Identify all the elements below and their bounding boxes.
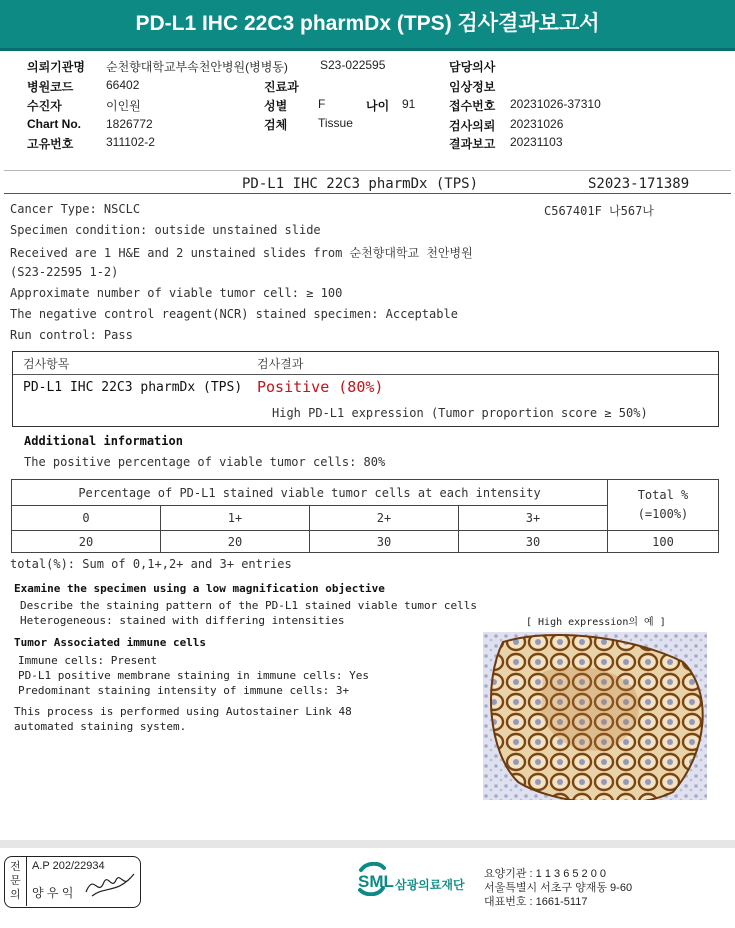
high-expression-caption: [ High expression의 예 ] — [526, 617, 666, 628]
report-date-value: 20231103 — [510, 135, 563, 149]
intensity-total: 100 — [608, 531, 719, 553]
process-line1: This process is performed using Autostainer Link 48 — [14, 705, 352, 718]
hospital-code-value: 66402 — [106, 78, 140, 92]
test-item: PD-L1 IHC 22C3 pharmDx (TPS) — [23, 380, 243, 395]
sample-code: C567401F 나567나 — [544, 204, 654, 218]
intensity-table — [11, 479, 719, 553]
sex-value: F — [318, 97, 326, 111]
result-note: High PD-L1 expression (Tumor proportion score ≥ 50%) — [272, 406, 648, 420]
report-title-bar — [0, 0, 735, 51]
run-control: Run control: Pass — [10, 328, 133, 342]
company-address: 서울특별시 서초구 양재동 9-60 — [484, 882, 633, 894]
process-line2: automated staining system. — [14, 720, 187, 733]
report-title: PD-L1 IHC 22C3 pharmDx (TPS) 검사결과보고서 — [135, 12, 600, 35]
sex-label: 성별 — [264, 99, 288, 113]
company-name: 삼광의료재단 — [395, 878, 465, 892]
immune-line3: Predominant staining intensity of immune cells: 3+ — [18, 684, 350, 697]
specialist-label: 전문의 — [10, 861, 21, 901]
accession-value: 20231026-37310 — [510, 97, 601, 111]
examine-line2: Heterogeneous: stained with differing intensities — [20, 614, 345, 627]
test-title: PD-L1 IHC 22C3 pharmDx (TPS) — [242, 176, 479, 192]
result-header-divider — [13, 374, 718, 375]
specimen-condition: Specimen condition: outside unstained slide — [10, 223, 321, 237]
high-expression-micrograph — [483, 632, 707, 800]
intensity-value-1plus: 20 — [161, 531, 310, 553]
intensity-col-0: 0 — [12, 506, 161, 531]
total-header-line2: (=100%) — [637, 507, 689, 521]
patient-label: 수진자 — [27, 99, 62, 113]
cancer-type: Cancer Type: NSCLC — [10, 202, 141, 216]
report-number: S2023-171389 — [588, 176, 690, 192]
intensity-header: Percentage of PD-L1 stained viable tumor cells at each intensity — [12, 480, 608, 506]
institution-code: S23-022595 — [320, 58, 386, 72]
intensity-value-2plus: 30 — [310, 531, 459, 553]
immune-line2: PD-L1 positive membrane staining in immune cells: Yes — [18, 669, 369, 682]
col-result-header: 검사결과 — [257, 357, 304, 371]
intensity-value-3plus: 30 — [459, 531, 608, 553]
micrograph-svg — [483, 632, 707, 800]
additional-text: The positive percentage of viable tumor cells: 80% — [24, 455, 386, 469]
test-result: Positive (80%) — [257, 378, 384, 396]
col-item-header: 검사항목 — [23, 357, 70, 371]
viable-cells: Approximate number of viable tumor cell: ≥ 100 — [10, 286, 343, 300]
total-header-line1: Total % — [637, 488, 689, 502]
org-code: 요양기관 : 1 1 3 6 5 2 0 0 — [484, 868, 607, 880]
received-ref: (S23-22595 1-2) — [10, 265, 119, 279]
request-label: 검사의뢰 — [449, 119, 496, 133]
ncr-text: The negative control reagent(NCR) stained specimen: Acceptable — [10, 307, 458, 321]
unique-label: 고유번호 — [27, 137, 74, 151]
chart-label: Chart No. — [27, 117, 81, 131]
received-text: Received are 1 H&E and 2 unstained slides from 순천향대학교 천안병원 — [10, 246, 473, 260]
sml-logo-text: SML — [358, 872, 394, 891]
total-header — [608, 480, 719, 531]
immune-title: Tumor Associated immune cells — [14, 636, 207, 649]
age-label: 나이 — [366, 99, 390, 113]
patient-value: 이인원 — [106, 99, 141, 113]
specimen-label: 검체 — [264, 118, 288, 132]
signer-id: A.P 202/22934 — [32, 860, 105, 872]
examine-line1: Describe the staining pattern of the PD-L1 stained viable tumor cells — [20, 599, 477, 612]
accession-label: 접수번호 — [449, 99, 496, 113]
age-value: 91 — [402, 97, 416, 111]
institution-value: 순천향대학교부속천안병원(병병동) — [106, 60, 288, 74]
unique-value: 311102-2 — [106, 135, 155, 149]
institution-label: 의뢰기관명 — [27, 60, 85, 74]
intensity-col-1plus: 1+ — [161, 506, 310, 531]
request-value: 20231026 — [510, 117, 564, 131]
chart-value: 1826772 — [106, 117, 153, 131]
signature-scribble — [84, 868, 136, 900]
signer-name: 양 우 익 — [32, 886, 74, 900]
total-note: total(%): Sum of 0,1+,2+ and 3+ entries — [10, 557, 292, 571]
doctor-label: 담당의사 — [449, 60, 496, 74]
report-date-label: 결과보고 — [449, 137, 496, 151]
result-table — [12, 351, 719, 427]
additional-title: Additional information — [24, 434, 183, 448]
clinical-label: 임상정보 — [449, 80, 496, 94]
hospital-code-label: 병원코드 — [27, 80, 74, 94]
company-phone: 대표번호 : 1661-5117 — [484, 896, 588, 908]
intensity-value-0: 20 — [12, 531, 161, 553]
examine-title: Examine the specimen using a low magnification objective — [14, 582, 385, 595]
intensity-col-3plus: 3+ — [459, 506, 608, 531]
dept-label: 진료과 — [264, 80, 299, 94]
immune-line1: Immune cells: Present — [18, 654, 158, 667]
specimen-value: Tissue — [318, 116, 353, 130]
intensity-col-2plus: 2+ — [310, 506, 459, 531]
title-divider — [4, 193, 731, 194]
